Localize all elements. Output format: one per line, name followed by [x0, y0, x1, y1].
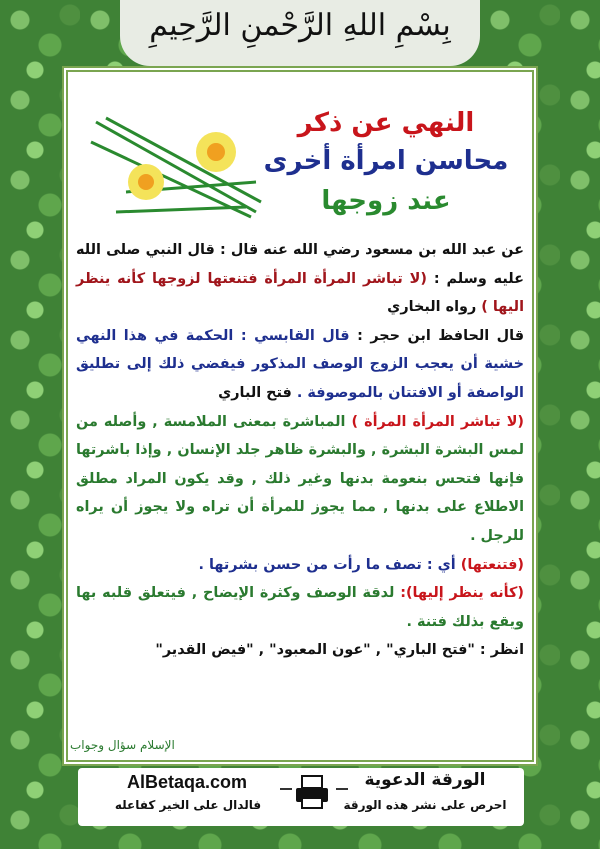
phrase-3: (كأنه ينظر إليها):	[400, 585, 524, 602]
basmala-calligraphy: بِسْمِ اللهِ الرَّحْمنِ الرَّحِيمِ	[149, 8, 451, 43]
printer-icon	[292, 772, 332, 812]
divider-left	[280, 788, 292, 790]
title-line-3: عند زوجها	[321, 186, 451, 216]
phrase-2: (فتنعتها)	[460, 556, 524, 573]
hadith-text: (لا تباشر المرأة المرأة فتنعتها لزوجها كأنه ينظر اليها )	[76, 270, 524, 316]
daffodil-flower-icon	[86, 112, 266, 222]
phrase-2-explanation: أي : تصف ما رأت من حسن بشرتها .	[198, 556, 456, 573]
site-link[interactable]: AlBetaqa.com	[126, 772, 248, 792]
card-note: احرص على نشر هذه الورقة	[343, 798, 507, 812]
references: انظر : "فتح الباري" , "عون المعبود" , "فيض القدير"	[155, 642, 524, 659]
fath-ref: فتح الباري	[218, 384, 292, 401]
phrase-1: (لا تباشر المرأة المرأة )	[351, 413, 524, 430]
title-line-2: محاسن امرأة أخرى	[263, 146, 509, 176]
slogan: فالدال على الخير كفاعله	[114, 798, 262, 812]
article-body	[76, 236, 524, 665]
qabisi-quote: قال القابسي : الحكمة في هذا النهي خشية أن يعجب الزوج الوصف المذكور فيفضي ذلك إلى تطليق الواصفة أو الافتتان بالموصوفة .	[76, 327, 524, 401]
hadith-source: رواه البخاري	[387, 299, 477, 316]
phrase-3-explanation: لدقة الوصف وكثرة الإيضاح , فيتعلق قلبه بها ويقع بذلك فتنة .	[76, 585, 524, 630]
card-title: الورقة الدعوية	[364, 770, 486, 790]
phrase-1-explanation: المباشرة بمعنى الملامسة , وأصله من لمس البشرة البشرة , والبشرة ظاهر جلد الإنسان , وإذا باشرتها فإنها فتحس بنعومة بدنها وغير ذلك , وقد يكون المراد مطلق الاطلاع على بدنها , مما يجوز للمرأة أن تراه ولا يجوز أن يراه للرجل .	[76, 413, 524, 544]
title-line-1: النهي عن ذكر	[297, 108, 475, 138]
source-label: الإسلام سؤال وجواب	[70, 738, 175, 752]
hadith-intro: عن عبد الله بن مسعود رضي الله عنه قال : قال النبي صلى الله عليه وسلم :	[76, 242, 524, 287]
ibn-hajar-intro: قال الحافظ ابن حجر :	[357, 327, 524, 344]
